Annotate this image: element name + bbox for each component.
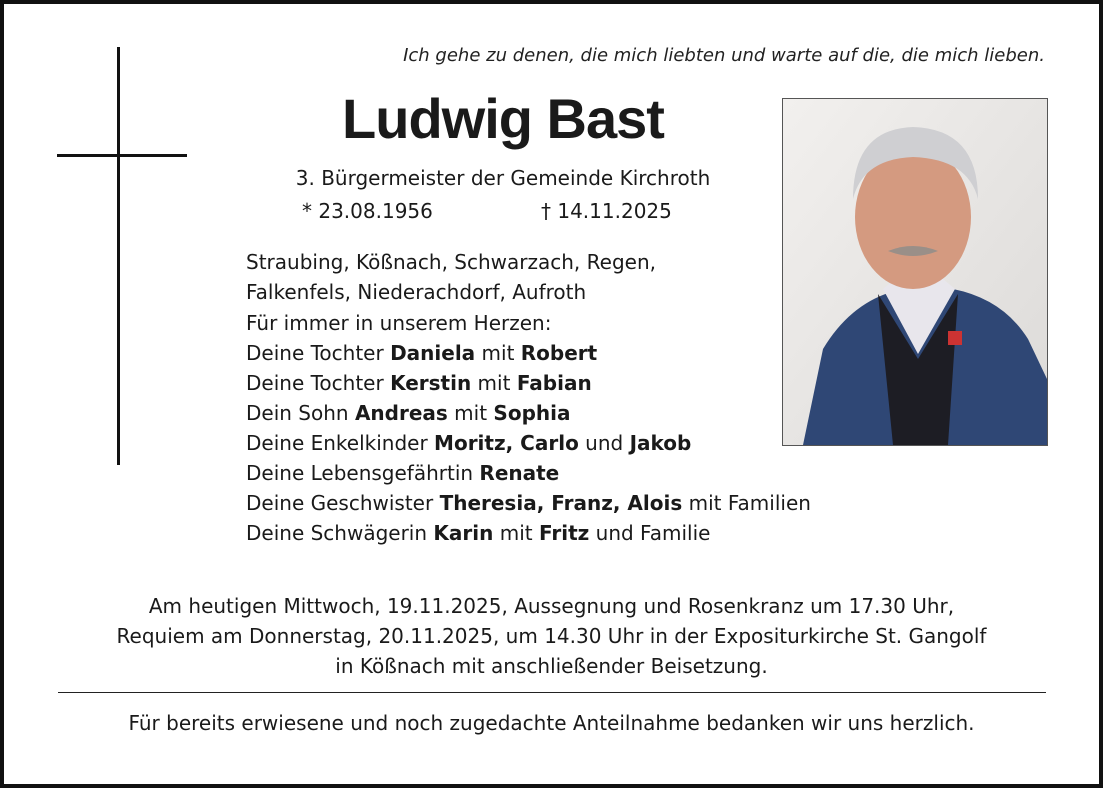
family-name: Sophia: [493, 401, 571, 425]
family-name: Robert: [520, 341, 598, 365]
family-name: Kerstin: [390, 371, 472, 395]
thanks-line: Für bereits erwiesene und noch zugedachte Anteilnahme bedanken wir uns herzlich.: [128, 711, 975, 735]
family-text: und Familie: [589, 521, 711, 545]
family-line: [246, 428, 811, 458]
family-name: Jakob: [629, 431, 692, 455]
portrait-photo: [782, 98, 1048, 446]
family-name: Moritz, Carlo: [434, 431, 579, 455]
family-name: Fabian: [516, 371, 592, 395]
death-date: † 14.11.2025: [541, 199, 672, 223]
family-name: Renate: [479, 461, 560, 485]
service-info: [0, 591, 1103, 681]
deceased-name: Ludwig Bast: [342, 87, 664, 150]
family-line: [246, 518, 811, 548]
family-line: [246, 308, 811, 338]
family-text: mit: [475, 341, 521, 365]
family-text: Deine Schwägerin: [246, 521, 434, 545]
title-line: 3. Bürgermeister der Gemeinde Kirchroth: [295, 166, 711, 190]
family-list: [246, 308, 811, 548]
family-line: [246, 398, 811, 428]
service-line: Requiem am Donnerstag, 20.11.2025, um 14.30 Uhr in der Expositurkirche St. Gangolf: [116, 624, 987, 648]
quote: Ich gehe zu denen, die mich liebten und warte auf die, die mich lieben.: [403, 45, 1045, 66]
family-text: Für immer in unserem Herzen:: [246, 311, 552, 335]
family-text: und: [578, 431, 630, 455]
family-line: [246, 338, 811, 368]
family-name: Daniela: [390, 341, 476, 365]
family-line: [246, 368, 811, 398]
family-text: mit Familien: [682, 491, 811, 515]
service-line: in Kößnach mit anschließender Beisetzung.: [335, 654, 768, 678]
family-text: Deine Geschwister: [246, 491, 440, 515]
service-line: Am heutigen Mittwoch, 19.11.2025, Aussegnung und Rosenkranz um 17.30 Uhr,: [148, 594, 955, 618]
family-text: mit: [447, 401, 494, 425]
family-text: Dein Sohn: [246, 401, 355, 425]
family-text: Deine Enkelkinder: [246, 431, 435, 455]
cross-icon-bar: [57, 154, 187, 157]
family-name: Theresia, Franz, Alois: [439, 491, 683, 515]
places-line: Falkenfels, Niederachdorf, Aufroth: [246, 280, 587, 304]
family-line: [246, 458, 811, 488]
family-text: Deine Lebensgefährtin: [246, 461, 480, 485]
family-text: mit: [493, 521, 539, 545]
family-text: mit: [471, 371, 517, 395]
family-name: Andreas: [354, 401, 448, 425]
birth-date: * 23.08.1956: [302, 199, 433, 223]
places: [246, 247, 656, 307]
family-name: Karin: [433, 521, 494, 545]
family-name: Fritz: [538, 521, 590, 545]
divider: [58, 692, 1046, 693]
family-line: [246, 488, 811, 518]
places-line: Straubing, Kößnach, Schwarzach, Regen,: [246, 250, 656, 274]
family-text: Deine Tochter: [246, 371, 391, 395]
family-text: Deine Tochter: [246, 341, 391, 365]
